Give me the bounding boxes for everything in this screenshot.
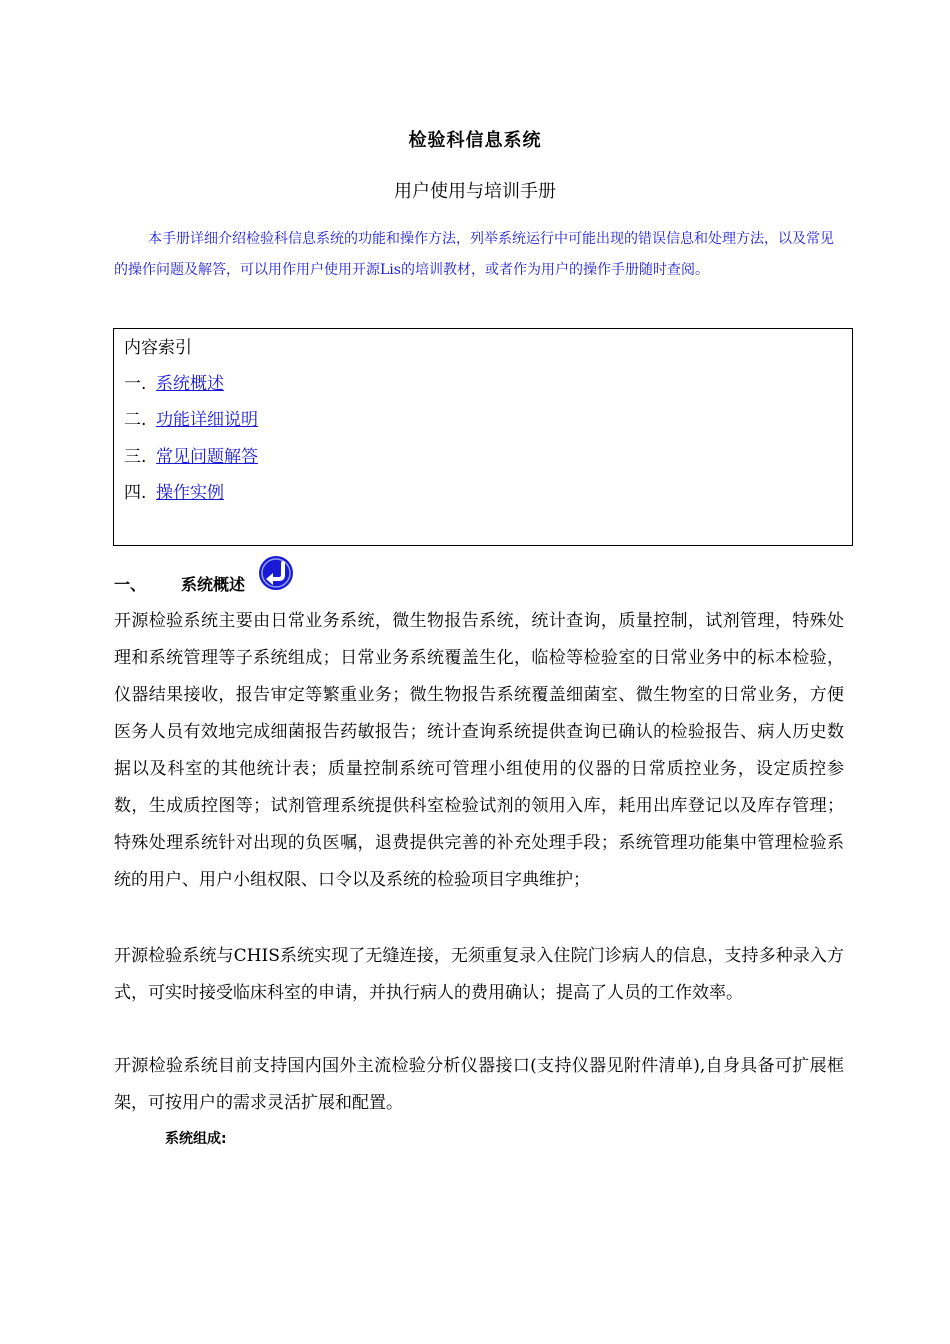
- toc-item-overview: [124, 369, 224, 394]
- section-title: 系统概述: [181, 575, 246, 594]
- intro-paragraph: 本手册详细介绍检验科信息系统的功能和操作方法，列举系统运行中可能出现的错误信息和处理方法，以及常见的操作问题及解答，可以用作用户使用开源Lis的培训教材，或者作为用户的操作手册随时查阅。: [114, 231, 834, 278]
- section-number: 一、: [114, 575, 147, 594]
- return-arrow-icon[interactable]: [256, 554, 296, 592]
- overview-paragraph-3: 开源检验系统目前支持国内国外主流检验分析仪器接口(支持仪器见附件清单),自身具备可扩展框架，可按用户的需求灵活扩展和配置。: [114, 1056, 844, 1113]
- toc-heading: 内容索引: [124, 338, 192, 358]
- toc-item-number: 一.: [124, 374, 147, 394]
- toc-link-faq[interactable]: 常见问题解答: [156, 447, 258, 467]
- system-composition-heading: 系统组成:: [165, 1131, 227, 1147]
- toc-item-functions: [124, 405, 258, 430]
- toc-link-functions[interactable]: 功能详细说明: [156, 410, 258, 430]
- toc-item-number: 三.: [124, 447, 147, 467]
- toc-item-examples: [124, 478, 224, 503]
- toc-link-examples[interactable]: 操作实例: [156, 483, 224, 503]
- overview-paragraph-2: 开源检验系统与CHIS系统实现了无缝连接，无须重复录入住院门诊病人的信息，支持多种录入方式，可实时接受临床科室的申请，并执行病人的费用确认；提高了人员的工作效率。: [114, 946, 844, 1003]
- toc-link-overview[interactable]: 系统概述: [156, 374, 224, 394]
- toc-item-number: 二.: [124, 410, 147, 430]
- document-title: 检验科信息系统: [408, 130, 542, 151]
- overview-paragraph-1: 开源检验系统主要由日常业务系统，微生物报告系统，统计查询，质量控制，试剂管理，特殊处理和系统管理等子系统组成；日常业务系统覆盖生化，临检等检验室的日常业务中的标本检验，仪器结果接收，报告审定等繁重业务；微生物报告系统覆盖细菌室、微生物室的日常业务，方便医务人员有效地完成细菌报告药敏报告；统计查询系统提供查询已确认的检验报告、病人历史数据以及科室的其他统计表；质量控制系统可管理小组使用的仪器的日常质控业务，设定质控参数，生成质控图等；试剂管理系统提供科室检验试剂的领用入库，耗用出库登记以及库存管理；特殊处理系统针对出现的负医嘱，退费提供完善的补充处理手段；系统管理功能集中管理检验系统的用户、用户小组权限、口令以及系统的检验项目字典维护；: [114, 611, 844, 890]
- toc-item-number: 四.: [124, 483, 147, 503]
- table-of-contents: [113, 328, 853, 546]
- document-subtitle: 用户使用与培训手册: [394, 181, 556, 202]
- toc-item-faq: [124, 442, 258, 467]
